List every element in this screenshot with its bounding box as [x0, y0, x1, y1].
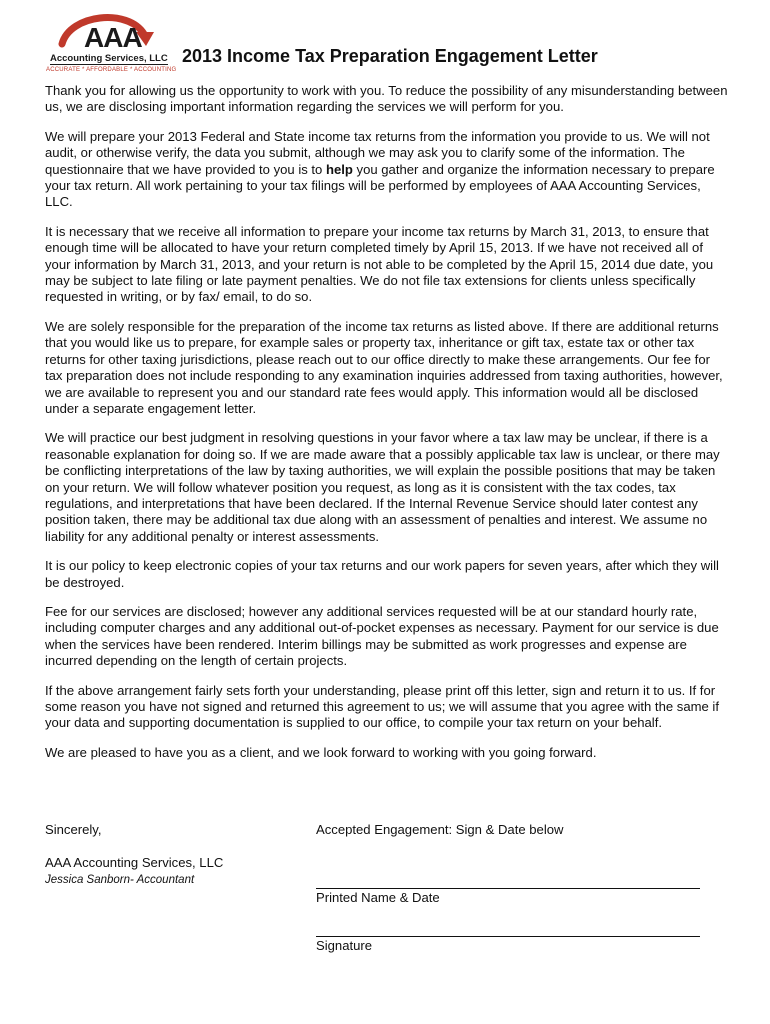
signature-person: Jessica Sanborn- Accountant: [45, 874, 195, 886]
logo-tagline: ACCURATE * AFFORDABLE * ACCOUNTING: [46, 67, 177, 73]
paragraph-responsibility: We are solely responsible for the preparation of the income tax returns as listed above. If there are additional returns that you would like us to prepare, for example sales or property tax, inheritance or gift tax, estate tax or other tax returns for other taxing jurisdictions, please reach out to our office directly to make these arrangements. Our fee for tax preparation does not include responding to any examination inquiries addressed from taxing authorities, however, we are available to represent you and our standard rate fees would apply. This information would all be disclosed under a separate engagement letter.: [45, 318, 723, 416]
signature-line[interactable]: [316, 936, 700, 937]
paragraph-preparation: [45, 129, 730, 211]
company-logo: [40, 8, 177, 78]
paragraph-deadlines: It is necessary that we receive all information to prepare your income tax returns by March 31, 2013, to ensure that enough time will be allocated to have your return completed timely by April 15, 2013. If we have not received all of your information by March 31, 2013, and your return is not able to be completed by the April 15, 2014 due date, you may be subject to late filing or late payment penalties. We do not file tax extensions for clients unless specifically requested in writing, or by fax/ email, to do so.: [45, 223, 714, 305]
closing-text: Sincerely,: [45, 822, 102, 837]
paragraph-agreement: If the above arrangement fairly sets forth your understanding, please print off this letter, sign and return it to us. If for some reason you have not signed and returned this agreement to us; we will assume that you agree with the same if your data and supporting documentation is supplied to our office, to compile your tax return on your behalf.: [45, 682, 719, 731]
letter-body: [45, 83, 730, 774]
signature-company: AAA Accounting Services, LLC: [45, 855, 224, 870]
accept-label: Accepted Engagement: Sign & Date below: [316, 822, 564, 837]
paragraph-closing: We are pleased to have you as a client, and we look forward to working with you going forward.: [45, 744, 597, 760]
printed-name-label: Printed Name & Date: [316, 890, 440, 905]
help-emphasis: help: [325, 161, 353, 177]
logo-company: Accounting Services, LLC: [50, 53, 168, 64]
page-title: 2013 Income Tax Preparation Engagement Letter: [182, 46, 598, 66]
paragraph-records: It is our policy to keep electronic copies of your tax returns and our work papers for seven years, after which they will be destroyed.: [45, 558, 719, 590]
printed-name-line[interactable]: [316, 888, 700, 889]
logo-name: AAA: [84, 22, 142, 53]
paragraph-fees: Fee for our services are disclosed; however any additional services requested will be at our standard hourly rate, including computer charges and any additional out-of-pocket expenses as necessary. Payment for our service is due when the services have been rendered. Interim billings may be submitted as work progresses and expense are incurred depending on the length of certain projects.: [45, 603, 719, 669]
paragraph-judgment: We will practice our best judgment in resolving questions in your favor where a tax law may be unclear, if there is a reasonable explanation for doing so. If we are made aware that a possibly applicable tax law is unclear, or there may be conflicting interpretations of the law by taxing authorities, we will explain the possible positions that may be taken on your return. We will follow whatever position you request, as long as it is consistent with the tax codes, tax regulations, and interpretations that have been declared. If the Internal Revenue Service should later contest any position taken, there may be additional tax due along with an assessment of penalties and interest. We assume no liability for any additional penalty or interest assessments.: [45, 430, 720, 544]
paragraph-intro: Thank you for allowing us the opportunity to work with you. To reduce the possibility of any misunderstanding between us, we are disclosing important information regarding the services we will perform for you.: [45, 83, 728, 115]
paragraph-preparation-part2: you gather and organize the information necessary to prepare your tax return. All work pertaining to your tax filings will be performed by employees of AAA Accounting Services, LLC.: [45, 161, 715, 210]
paragraph-preparation-part1: We will prepare your 2013 Federal and State income tax returns from the information you provide to us. We will not audit, or otherwise verify, the data you submit, although we may ask you to clarify some of the information. The questionnaire that we have provided to you is to: [45, 128, 710, 177]
signature-label: Signature: [316, 938, 373, 953]
